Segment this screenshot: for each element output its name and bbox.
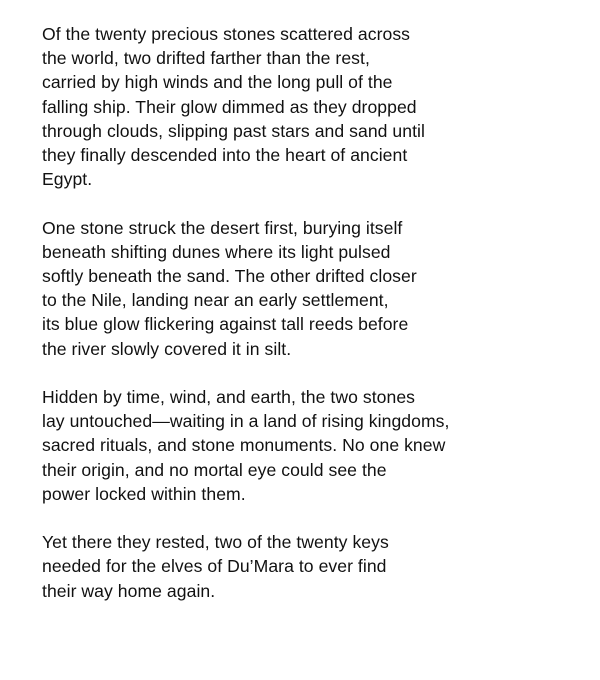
text-line: beneath shifting dunes where its light pulsed xyxy=(42,241,391,262)
paragraph-4 xyxy=(42,530,582,603)
text-line: the world, two drifted farther than the rest, xyxy=(42,48,370,69)
text-line: its blue glow flickering against tall reeds before xyxy=(42,314,409,335)
text-line: their origin, and no mortal eye could see the xyxy=(42,459,387,480)
text-line: to the Nile, landing near an early settlement, xyxy=(42,290,389,311)
text-line: needed for the elves of Du’Mara to ever find xyxy=(42,556,387,577)
text-line: the river slowly covered it in silt. xyxy=(42,338,292,359)
text-line: falling ship. Their glow dimmed as they dropped xyxy=(42,96,417,117)
text-line: through clouds, slipping past stars and sand until xyxy=(42,120,425,141)
text-line: Hidden by time, wind, and earth, the two stones xyxy=(42,387,416,408)
text-line: they finally descended into the heart of ancient xyxy=(42,145,408,166)
text-line: sacred rituals, and stone monuments. No one knew xyxy=(42,435,446,456)
paragraph-2 xyxy=(42,216,582,361)
text-line: lay untouched—waiting in a land of rising kingdoms, xyxy=(42,411,450,432)
paragraph-1 xyxy=(42,22,582,191)
text-line: Yet there they rested, two of the twenty keys xyxy=(42,532,389,553)
text-line: their way home again. xyxy=(42,580,216,601)
text-line: Egypt. xyxy=(42,169,93,190)
story-text xyxy=(42,22,582,627)
text-line: softly beneath the sand. The other drifted closer xyxy=(42,266,417,287)
text-line: power locked within them. xyxy=(42,483,246,504)
paragraph-3 xyxy=(42,385,582,506)
text-line: Of the twenty precious stones scattered across xyxy=(42,24,411,44)
text-line: One stone struck the desert first, burying itself xyxy=(42,217,403,238)
text-line: carried by high winds and the long pull of the xyxy=(42,72,393,93)
